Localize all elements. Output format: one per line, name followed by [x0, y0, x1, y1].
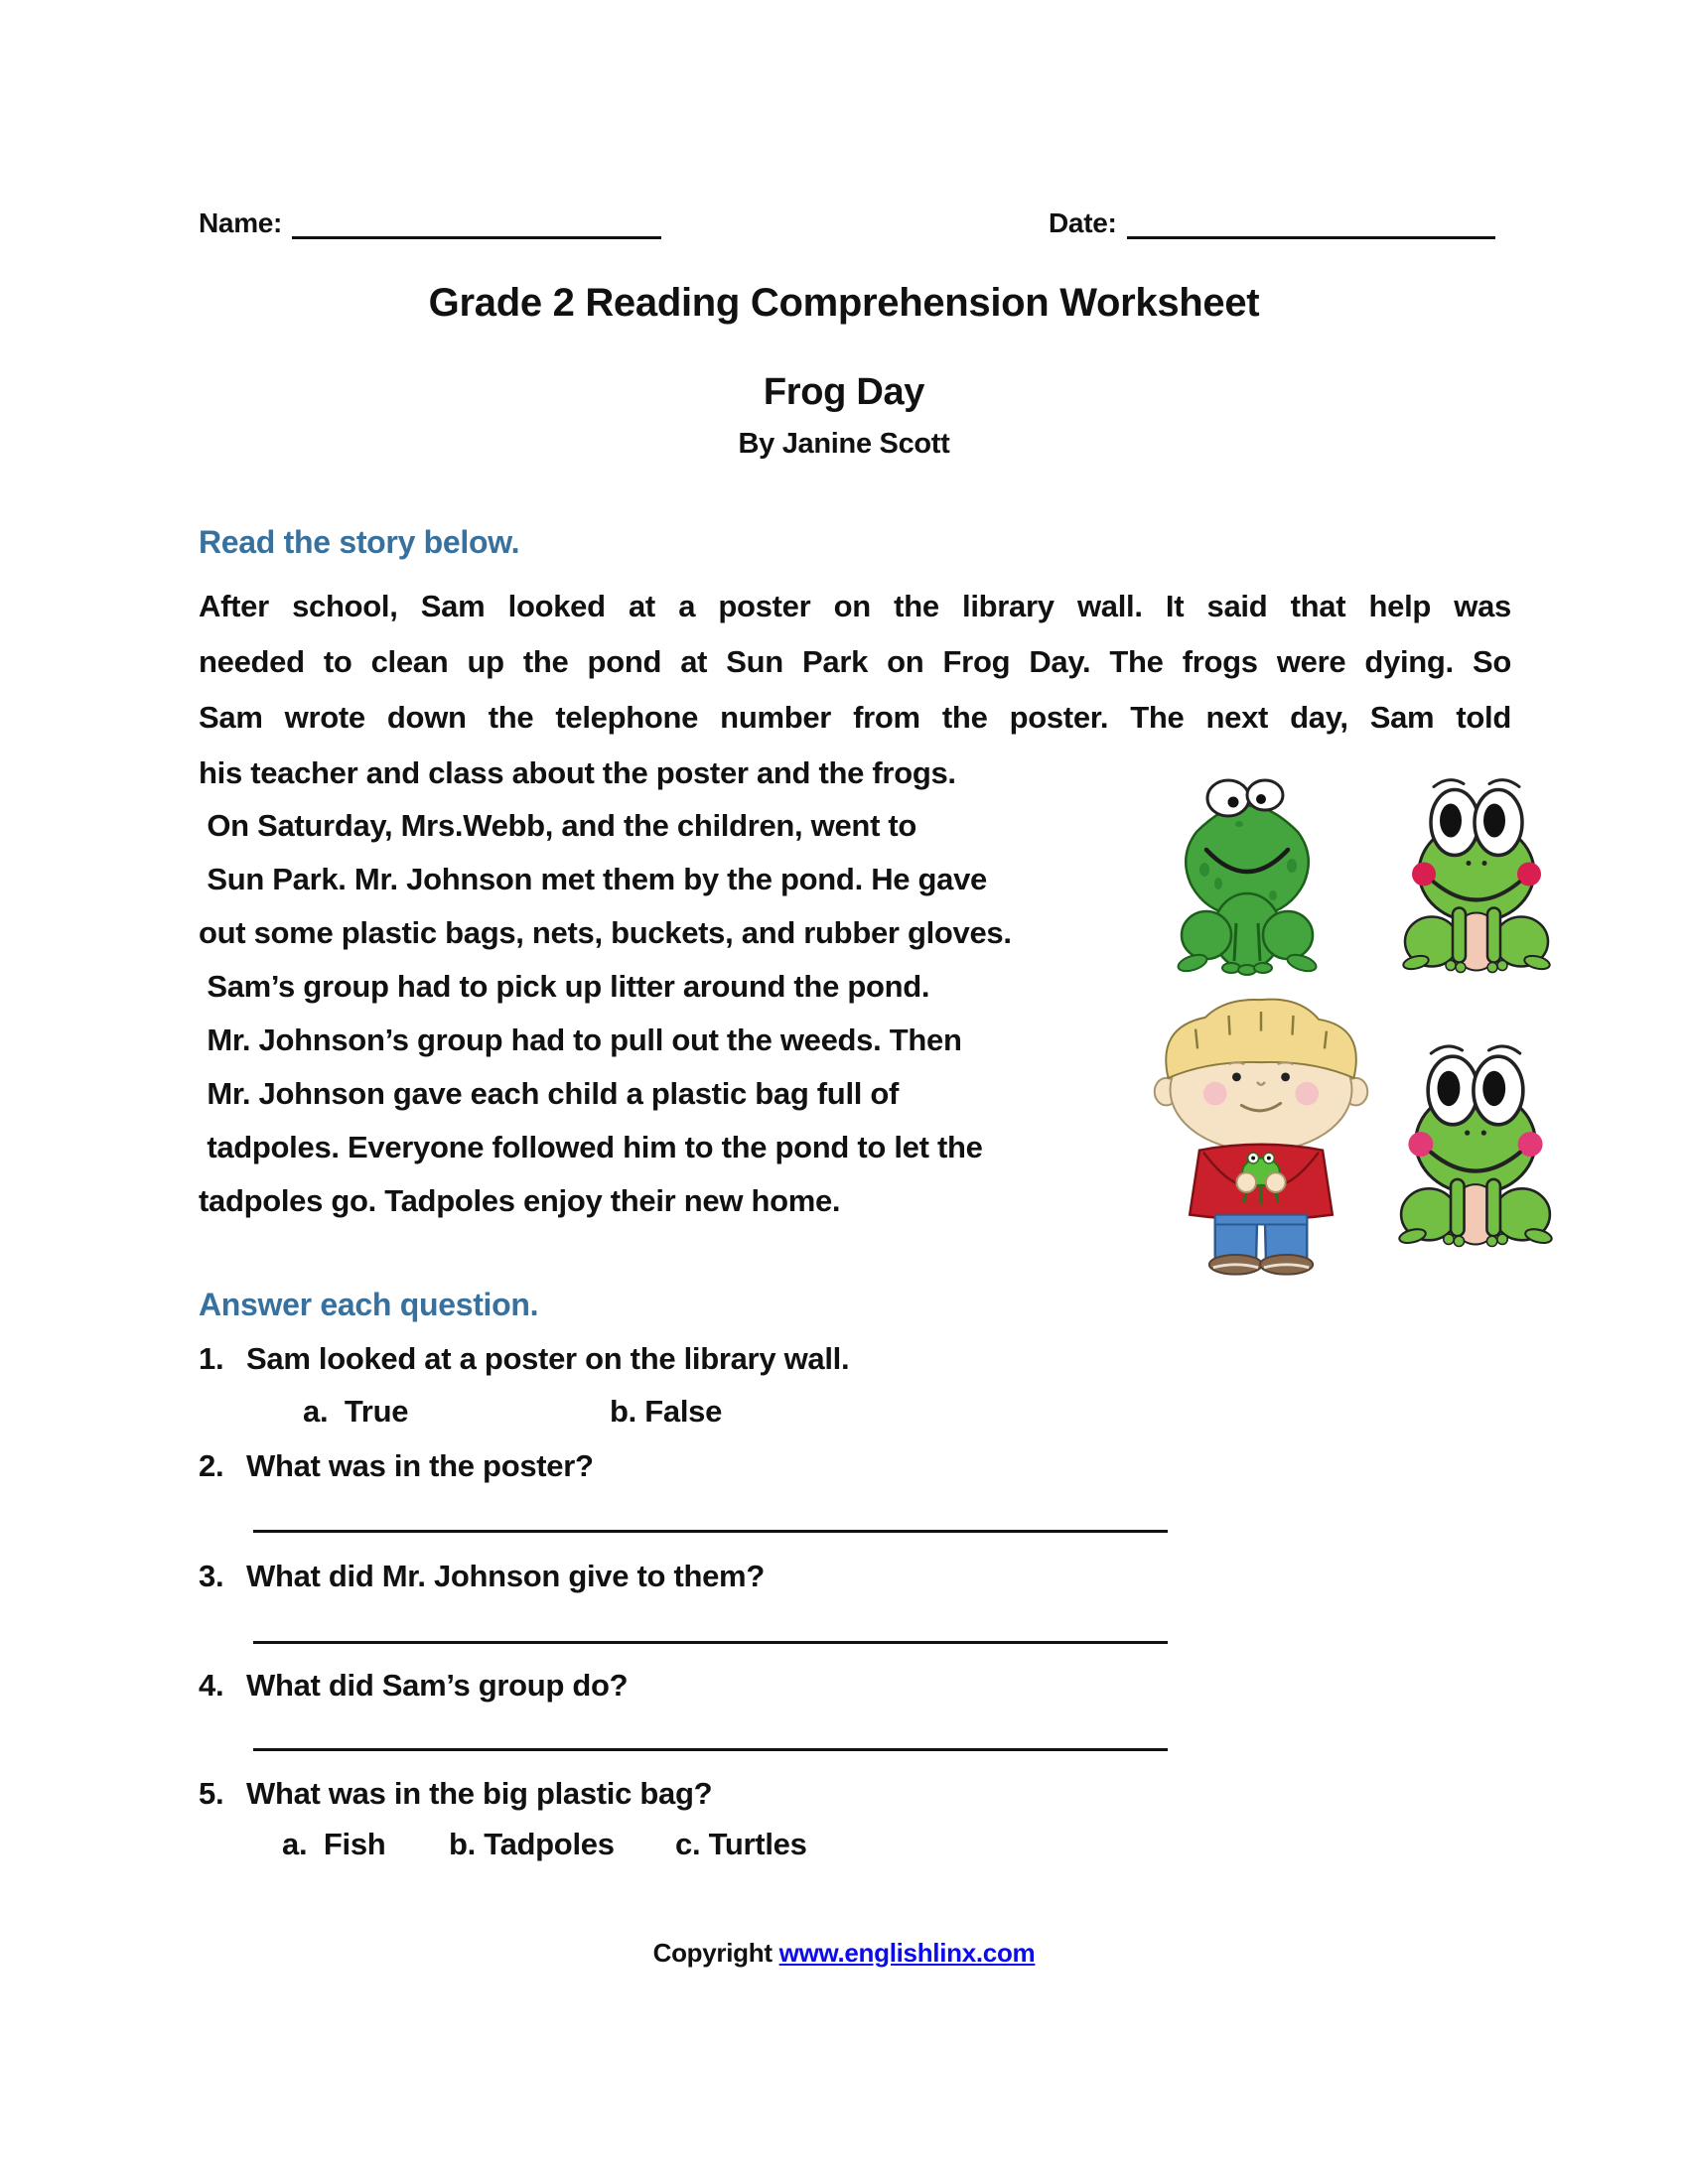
name-label: Name:	[199, 207, 283, 238]
story-line: tadpoles go. Tadpoles enjoy their new home.	[199, 1183, 841, 1218]
question-3-answer-line	[253, 1641, 1168, 1644]
date-blank-line	[1127, 206, 1495, 239]
question-4-text: What did Sam’s group do?	[246, 1668, 629, 1703]
footer	[0, 1938, 1688, 1969]
read-instruction-heading: Read the story below.	[199, 524, 520, 560]
byline: By Janine Scott	[738, 428, 950, 460]
question-1-option-a: a. True	[303, 1394, 409, 1429]
date-label: Date:	[1049, 207, 1117, 238]
date-field	[1049, 206, 1495, 239]
question-1	[199, 1339, 1509, 1379]
story-line: Sun Park. Mr. Johnson met them by the pond. He gave	[199, 862, 987, 896]
englishlinx-link[interactable]: www.englishlinx.com	[778, 1938, 1036, 1968]
story-line: out some plastic bags, nets, buckets, and rubber gloves.	[199, 915, 1012, 950]
story-line: Mr. Johnson’s group had to pull out the weeds. Then	[199, 1023, 962, 1057]
question-3-number: 3.	[199, 1559, 224, 1593]
story-line: After school, Sam looked at a poster on the library wall. It said that help was	[199, 589, 1511, 623]
question-2-answer-line	[253, 1530, 1168, 1533]
question-3-text: What did Mr. Johnson give to them?	[246, 1559, 765, 1593]
question-2	[199, 1446, 1509, 1486]
story-line: Sam’s group had to pick up litter around the pond.	[199, 969, 930, 1004]
question-1-option-b: b. False	[610, 1394, 723, 1429]
question-2-text: What was in the poster?	[246, 1448, 594, 1483]
name-field	[199, 206, 661, 239]
big-eyed-frog-clipart	[1402, 770, 1551, 975]
green-frog-image	[1177, 774, 1318, 978]
question-4-answer-line	[253, 1748, 1168, 1751]
answer-instruction-heading: Answer each question.	[199, 1287, 539, 1322]
question-5-text: What was in the big plastic bag?	[246, 1776, 713, 1811]
question-4	[199, 1666, 1509, 1706]
story-line: Sam wrote down the telephone number from the poster. The next day, Sam told	[199, 700, 1511, 735]
big-eyed-frog-large-image	[1398, 1013, 1553, 1273]
question-2-number: 2.	[199, 1448, 224, 1483]
big-eyed-frog-image	[1402, 770, 1551, 975]
boy-holding-frog-image	[1139, 983, 1383, 1279]
big-eyed-frog-clipart-large	[1398, 1013, 1553, 1273]
worksheet-title: Grade 2 Reading Comprehension Worksheet	[428, 281, 1260, 325]
question-5-option-b: b. Tadpoles	[449, 1827, 615, 1861]
story-paragraph-justified	[199, 579, 1511, 801]
question-5-option-a: a. Fish	[282, 1827, 386, 1861]
question-1-text: Sam looked at a poster on the library wall.	[246, 1341, 850, 1376]
boy-holding-frog-clipart	[1139, 983, 1383, 1279]
question-5-number: 5.	[199, 1776, 224, 1811]
question-3	[199, 1557, 1509, 1596]
copyright-label: Copyright	[652, 1938, 773, 1968]
story-title: Frog Day	[763, 371, 925, 413]
story-paragraph-wrapped	[199, 799, 1122, 1228]
story-line: Mr. Johnson gave each child a plastic bag full of	[199, 1076, 900, 1111]
question-5-option-c: c. Turtles	[675, 1827, 807, 1861]
green-frog-clipart	[1177, 774, 1318, 978]
question-4-number: 4.	[199, 1668, 224, 1703]
story-line: tadpoles. Everyone followed him to the pond to let the	[199, 1130, 983, 1164]
name-blank-line	[292, 206, 661, 239]
story-line: On Saturday, Mrs.Webb, and the children, went to	[199, 808, 917, 843]
story-line: his teacher and class about the poster and the frogs.	[199, 755, 956, 790]
question-5	[199, 1774, 1509, 1814]
question-1-number: 1.	[199, 1341, 224, 1376]
story-line: needed to clean up the pond at Sun Park on Frog Day. The frogs were dying. So	[199, 644, 1511, 679]
